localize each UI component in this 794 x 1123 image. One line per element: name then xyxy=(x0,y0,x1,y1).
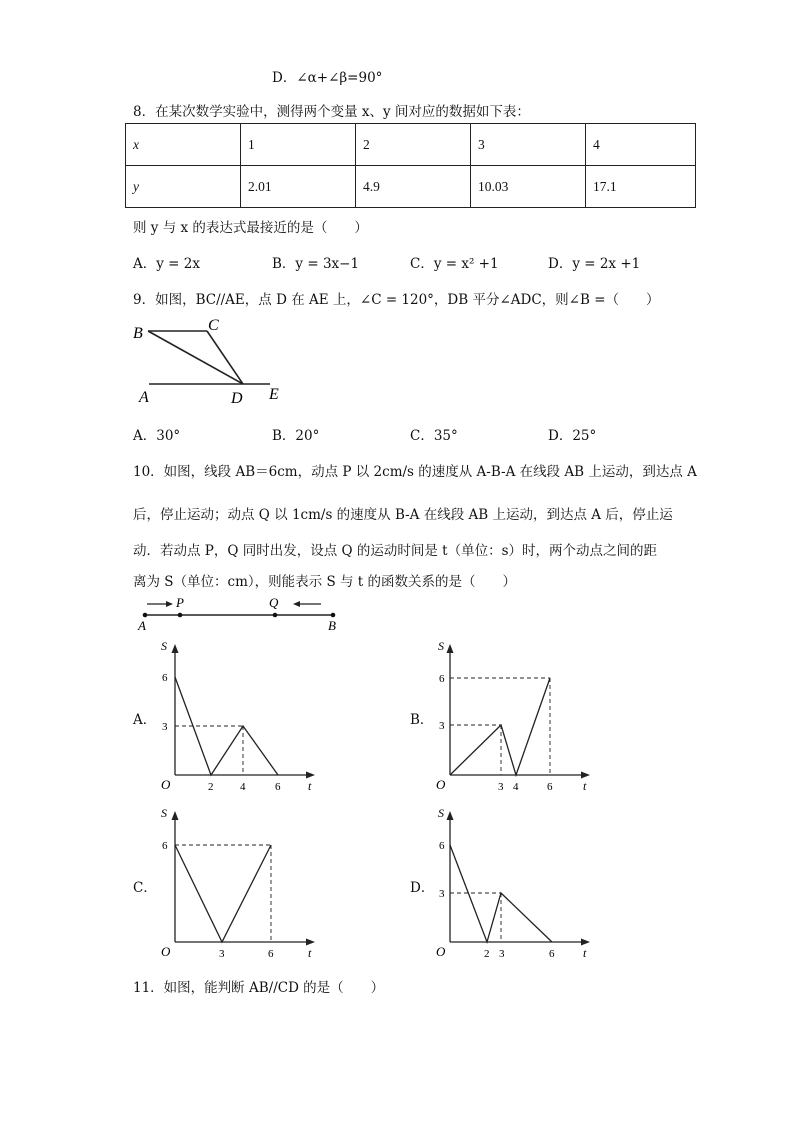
y-tick-label: 6 xyxy=(162,672,168,684)
x-tick-label: 3 xyxy=(219,948,225,960)
x-axis-label: t xyxy=(308,779,312,793)
q9-option-d: D．25° xyxy=(548,428,597,444)
q8-option-a: A．y = 2x xyxy=(133,256,200,272)
q8-option-c: C．y = x² +1 xyxy=(410,256,499,272)
q8-question: 则 y 与 x 的表达式最接近的是（ ） xyxy=(133,220,368,236)
q9-figure xyxy=(125,314,305,410)
q7-option-d: D．∠α+∠β=90° xyxy=(272,70,383,86)
q10-line-1: 10．如图，线段 AB＝6cm，动点 P 以 2cm/s 的速度从 A-B-A 在线段 AB 上运动，到达点 A xyxy=(133,464,697,480)
q8-stem: 8．在某次数学实验中，测得两个变量 x、y 间对应的数据如下表： xyxy=(133,104,530,120)
segment-label-a: A xyxy=(138,618,146,633)
table-row xyxy=(126,166,696,208)
graph-c-option-label: C． xyxy=(133,880,157,896)
q11-stem: 11．如图，能判断 AB//CD 的是（ ） xyxy=(133,980,385,996)
q9-option-a: A．30° xyxy=(133,428,181,444)
y-axis-label: S xyxy=(161,806,167,820)
point-label-a: A xyxy=(139,389,149,406)
y-axis-label: S xyxy=(438,806,444,820)
q10-line-4: 离为 S（单位：cm），则能表示 S 与 t 的函数关系的是（ ） xyxy=(133,574,516,590)
table-cell: 3 xyxy=(471,124,586,166)
origin-label: O xyxy=(161,944,171,959)
q9-option-c: C．35° xyxy=(410,428,458,444)
x-tick-label: 3 xyxy=(498,781,504,793)
x-tick-label: 6 xyxy=(547,781,553,793)
y-tick-label: 3 xyxy=(162,721,168,733)
y-axis-label: S xyxy=(438,639,444,653)
origin-label: O xyxy=(161,777,171,792)
table-cell: 1 xyxy=(241,124,356,166)
q8-option-b: B．y = 3x−1 xyxy=(272,256,360,272)
table-cell: x xyxy=(126,124,241,166)
q9-option-b: B．20° xyxy=(272,428,320,444)
table-cell: 10.03 xyxy=(471,166,586,208)
graph-a-option-label: A． xyxy=(133,712,157,728)
segment-label-b: B xyxy=(328,618,336,633)
table-cell: 2.01 xyxy=(241,166,356,208)
y-tick-label: 6 xyxy=(439,840,445,852)
x-axis-label: t xyxy=(583,779,587,793)
y-tick-label: 3 xyxy=(439,888,445,900)
graph-b xyxy=(430,636,600,796)
point-label-b: B xyxy=(133,325,143,342)
segment-label-p: P xyxy=(176,595,184,610)
q8-option-d: D．y = 2x +1 xyxy=(548,256,641,272)
x-tick-label: 2 xyxy=(484,948,490,960)
x-tick-label: 2 xyxy=(208,781,214,793)
y-tick-label: 3 xyxy=(439,720,445,732)
x-tick-label: 4 xyxy=(240,781,246,793)
x-tick-label: 3 xyxy=(499,948,505,960)
q10-line-2: 后，停止运动；动点 Q 以 1cm/s 的速度从 B-A 在线段 AB 上运动，到达点 A 后，停止运 xyxy=(133,507,673,523)
q10-segment-figure xyxy=(135,594,350,634)
y-axis-label: S xyxy=(161,639,167,653)
table-row xyxy=(126,124,696,166)
y-tick-label: 6 xyxy=(439,673,445,685)
x-axis-label: t xyxy=(308,946,312,960)
table-cell: 2 xyxy=(356,124,471,166)
x-tick-label: 6 xyxy=(275,781,281,793)
graph-d-option-label: D． xyxy=(410,880,435,896)
graph-a xyxy=(155,636,325,796)
x-tick-label: 6 xyxy=(268,948,274,960)
origin-label: O xyxy=(436,944,446,959)
q9-stem: 9．如图，BC//AE，点 D 在 AE 上，∠C = 120°，DB 平分∠ADC，则∠B =（ ） xyxy=(133,292,660,308)
segment-label-q: Q xyxy=(269,595,279,610)
table-cell: 4 xyxy=(586,124,696,166)
point-label-d: D xyxy=(231,390,243,407)
origin-label: O xyxy=(436,777,446,792)
q8-data-table xyxy=(125,123,696,208)
graph-d xyxy=(430,803,600,963)
table-cell: y xyxy=(126,166,241,208)
point-label-c: C xyxy=(208,317,219,334)
y-tick-label: 6 xyxy=(162,840,168,852)
point-label-e: E xyxy=(269,386,279,403)
graph-b-option-label: B． xyxy=(410,712,434,728)
table-cell: 17.1 xyxy=(586,166,696,208)
x-axis-label: t xyxy=(583,946,587,960)
x-tick-label: 6 xyxy=(549,948,555,960)
x-tick-label: 4 xyxy=(513,781,519,793)
q10-line-3: 动．若动点 P，Q 同时出发，设点 Q 的运动时间是 t（单位：s）时，两个动点之间的距 xyxy=(133,543,658,559)
table-cell: 4.9 xyxy=(356,166,471,208)
graph-c xyxy=(155,803,325,963)
